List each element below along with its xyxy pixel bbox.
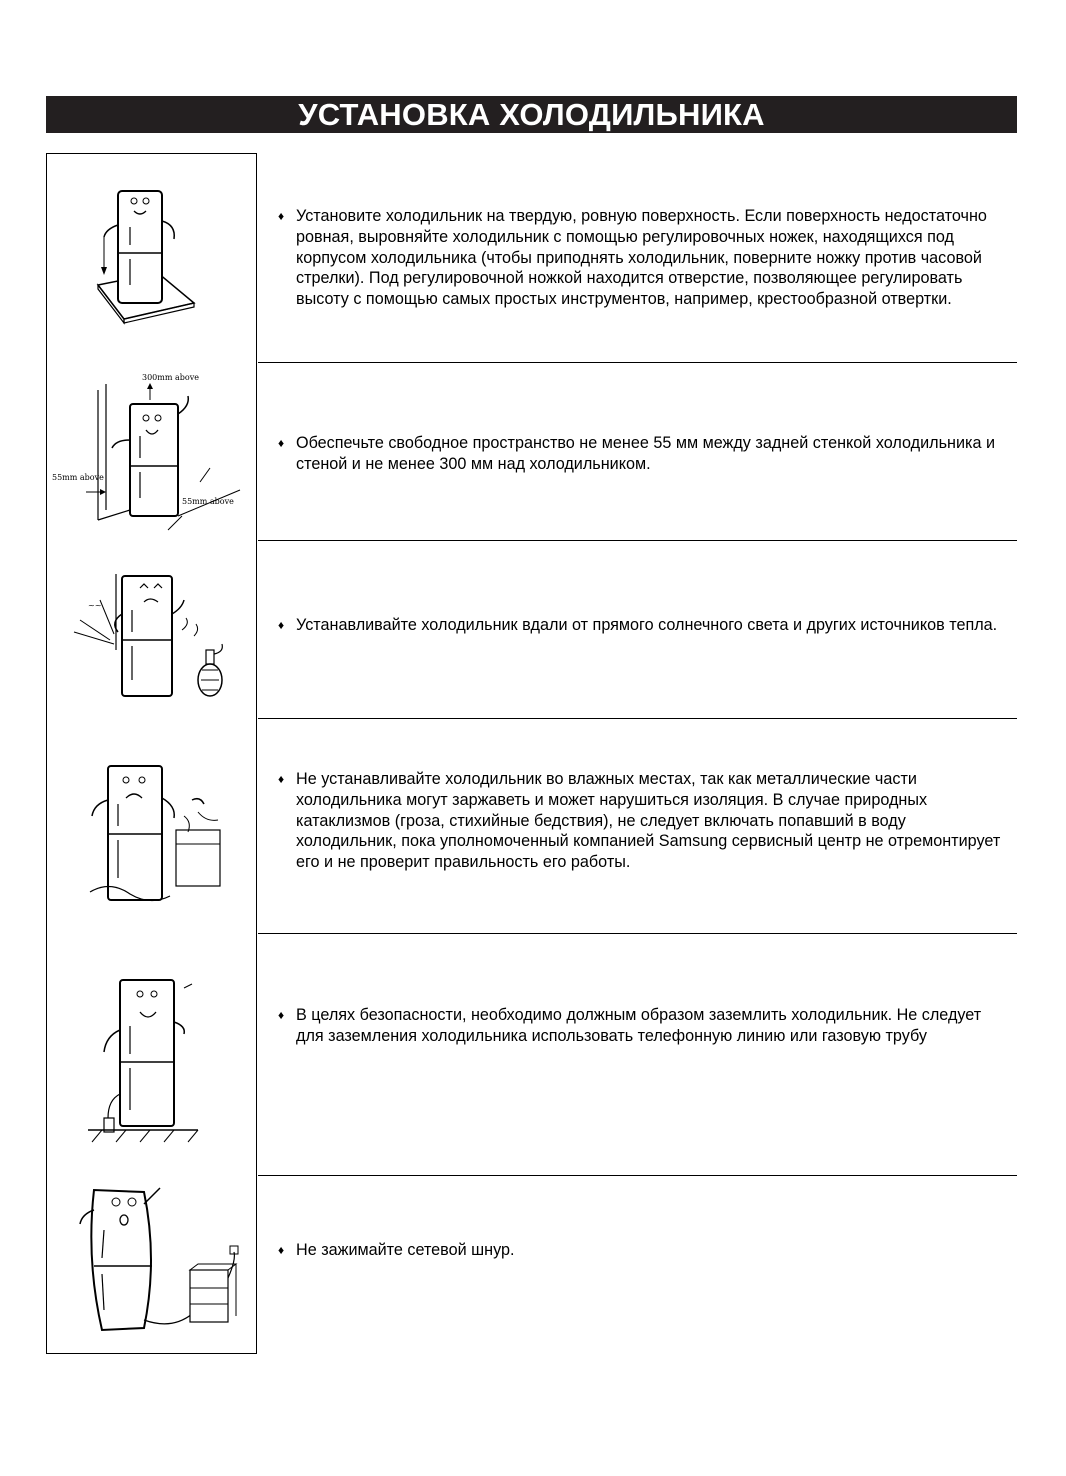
fridge-heat-source-icon bbox=[70, 570, 245, 705]
fridge-power-cord-icon bbox=[72, 1180, 242, 1340]
bullet-icon: ♦ bbox=[278, 772, 285, 786]
instruction-row-1 bbox=[258, 153, 1017, 362]
page-title: УСТАНОВКА ХОЛОДИЛЬНИКА bbox=[46, 96, 1017, 133]
bullet-icon: ♦ bbox=[278, 209, 285, 223]
bullet-icon: ♦ bbox=[278, 1008, 285, 1022]
instruction-text: Установите холодильник на твердую, ровную поверхность. Если поверхность недостаточно ровная, выровняйте холодильник с помощью регулировочных ножек, находящихся под корпусом холодильника (чтобы приподнять холодильник, поверните ножку против часовой стрелки). Под регулировочной ножкой находится отверстие, позволяющее регулировать высоту с помощью самых простых инструментов, например, крестообразной отвертки. bbox=[296, 207, 987, 309]
clearance-label-left: 55mm above bbox=[52, 473, 104, 482]
bullet-icon: ♦ bbox=[278, 618, 285, 632]
fridge-clearance-icon bbox=[50, 370, 250, 535]
instruction-text: Не зажимайте сетевой шнур. bbox=[296, 1241, 515, 1259]
instruction-text: В целях безопасности, необходимо должным образом заземлить холодильник. Не следует для заземления холодильника использовать телефонную линию или газовую трубу bbox=[296, 1006, 982, 1045]
instruction-row-2 bbox=[258, 362, 1017, 540]
instruction-row-6 bbox=[258, 1175, 1017, 1354]
instruction-text: Устанавливайте холодильник вдали от прямого солнечного света и других источников тепла. bbox=[296, 616, 998, 634]
clearance-label-top: 300mm above bbox=[142, 373, 199, 382]
instruction-row-5 bbox=[258, 933, 1017, 1175]
instruction-text: Не устанавливайте холодильник во влажных местах, так как металлические части холодильника могут заржаветь и может нарушиться изоляция. В случае природных катаклизмов (гроза, стихийные бедствия), не следует включать попавший в воду холодильник, пока уполномоченный компанией Samsung сервисный центр не отремонтирует его и не проверит правильность его работы. bbox=[296, 770, 1001, 872]
clearance-label-right: 55mm above bbox=[182, 497, 234, 506]
instruction-row-4 bbox=[258, 718, 1017, 933]
fridge-on-level-surface-icon bbox=[90, 185, 200, 325]
bullet-icon: ♦ bbox=[278, 1243, 285, 1257]
instruction-row-3 bbox=[258, 540, 1017, 718]
instruction-text: Обеспечьте свободное пространство не менее 55 мм между задней стенкой холодильника и стеной и не менее 300 мм над холодильником. bbox=[296, 434, 995, 473]
svg-text:~~: ~~ bbox=[88, 601, 102, 610]
illustration-column bbox=[46, 153, 257, 1354]
fridge-grounding-icon bbox=[88, 970, 203, 1150]
fridge-humid-place-icon bbox=[80, 760, 235, 910]
bullet-icon: ♦ bbox=[278, 436, 285, 450]
